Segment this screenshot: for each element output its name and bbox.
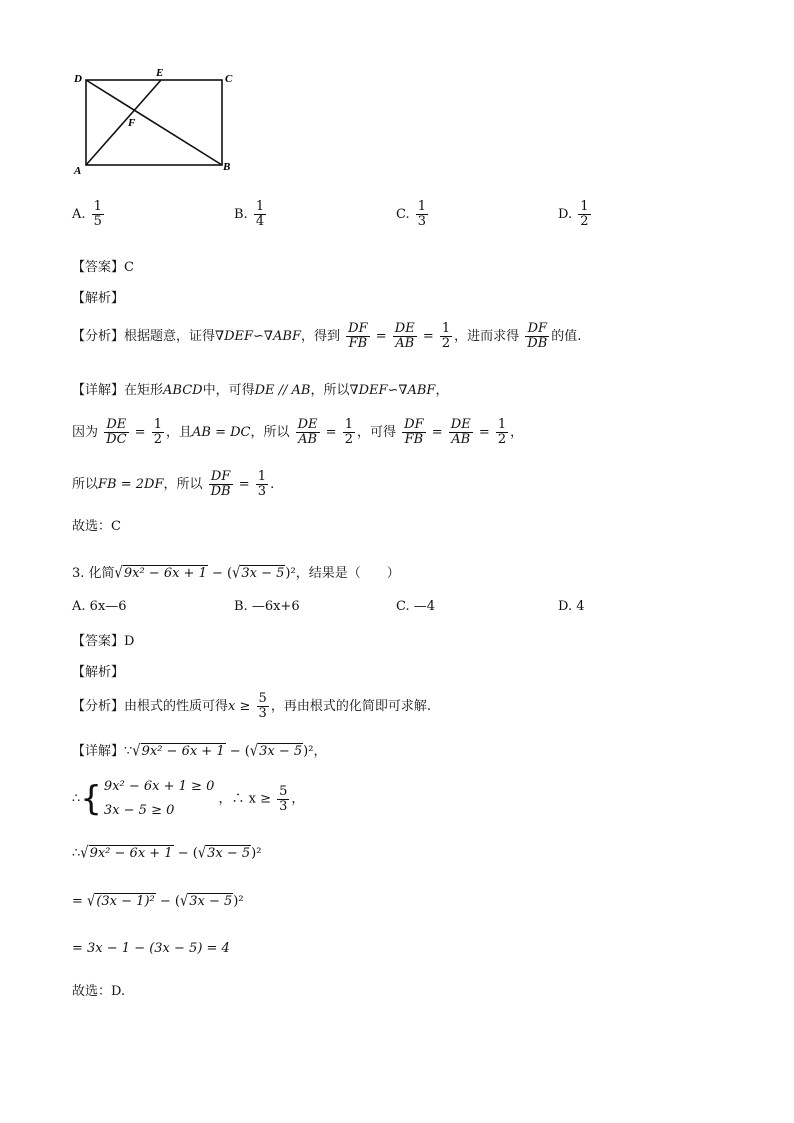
q2-answer <box>72 256 134 275</box>
q3-step-therefore <box>72 845 261 861</box>
frac-one-half-4: $\frac{1}{2}$ <box>497 417 507 447</box>
q2-xj2-text-e: ， <box>510 425 524 440</box>
q3-step-minus-2: − ( <box>155 894 180 909</box>
q3-xj-inner: 3x − 5 <box>259 744 303 759</box>
q2-fenxi-tag: 【分析】 <box>72 329 125 344</box>
q3-step-minus: − ( <box>173 846 198 861</box>
q3-stem-radicand: 9x² − 6x + 1 <box>123 566 207 581</box>
q2-fenxi-text-b: ，得到 <box>300 329 340 344</box>
q3-xj-minus: − ( <box>225 744 250 759</box>
segment-ae <box>86 80 161 165</box>
q2-xj2-text-a: 因为 <box>72 425 99 440</box>
sqrt-sign-4: √ <box>249 742 259 761</box>
q3-fenxi-tag: 【分析】 <box>72 699 125 714</box>
q2-xj1-abcd: ABCD <box>163 383 203 398</box>
q2-xj1-similar: ∇DEF∽∇ABF <box>349 383 436 398</box>
q2-xj1-text-b: 中，可得 <box>202 383 255 398</box>
frac-df-fb: $\frac{DF}{FB}$ <box>348 321 368 351</box>
label-d: D <box>74 73 82 85</box>
q3-stem <box>72 562 400 581</box>
q2-xj3-text-c: . <box>270 477 275 492</box>
q3-system-then: ，∴ x ≥ <box>218 791 271 807</box>
q2-fenxi-similar: ∇DEF∽∇ABF <box>215 329 301 344</box>
q3-analysis-tag: 【解析】 <box>72 665 125 680</box>
q2-xj1-parallel: DE // AB <box>254 383 311 398</box>
label-e: E <box>156 67 164 79</box>
q2-option-d-frac: $\frac{1}{2}$ <box>580 199 589 229</box>
rectangle-figure <box>70 62 250 182</box>
q2-fenxi: 【分析】根据题意，证得∇DEF∽∇ABF，得到 $\frac{DF}{FB}$ = $\frac{DE}{AB}$ = $\frac{1}{2}$ ，进而求得 $\frac{DF}{DB}$ 的值. <box>72 321 582 351</box>
q3-option-b-text: —6x+6 <box>251 599 300 614</box>
q3-step-inner: 3x − 5 <box>207 846 251 861</box>
q2-option-b-frac: $\frac{1}{4}$ <box>255 199 265 229</box>
q3-choose: 故选：D. <box>72 984 126 999</box>
diagonal-db <box>86 80 222 165</box>
q2-option-b-letter: B. <box>234 207 248 222</box>
frac-df-db-2: $\frac{DF}{DB}$ <box>210 469 231 499</box>
q3-step-inner-2: 3x − 5 <box>189 894 233 909</box>
q3-xiangjie-line1 <box>72 740 326 759</box>
q2-xj2-ab-dc: AB = DC <box>192 425 251 440</box>
sqrt-sign-3: √ <box>132 742 141 761</box>
therefore-sign: ∴ <box>72 791 81 807</box>
q2-xj1-text-c: ，所以 <box>310 383 350 398</box>
q3-option-c <box>396 599 435 614</box>
q3-xj-comma: ， <box>313 744 327 759</box>
q2-option-b <box>234 200 268 229</box>
q3-stem-end: )² <box>285 566 296 581</box>
sqrt-sign-6: √ <box>197 844 207 863</box>
q3-xj-radicand: 9x² − 6x + 1 <box>141 744 225 759</box>
frac-df-db: $\frac{DF}{DB}$ <box>527 321 548 351</box>
frac-one-half-2: $\frac{1}{2}$ <box>153 417 162 447</box>
q2-answer-value: C <box>124 260 134 275</box>
q2-choose: 故选：C <box>72 519 121 534</box>
q2-xj2-text-d: ，可得 <box>357 425 397 440</box>
sqrt-sign-8: √ <box>179 892 189 911</box>
frac-df-fb-2: $\frac{DF}{FB}$ <box>404 417 424 447</box>
frac-one-third: $\frac{1}{3}$ <box>257 469 267 499</box>
q3-system-eqs <box>104 775 214 823</box>
q2-xj3-text-a: 所以 <box>72 477 99 492</box>
label-f: F <box>128 117 136 129</box>
q2-xiangjie-line1 <box>72 379 448 398</box>
q2-xj1-text-d: ， <box>435 383 449 398</box>
q3-stem-inner: 3x − 5 <box>241 566 285 581</box>
q2-fenxi-text-d: 的值. <box>551 329 582 344</box>
q3-option-a-text: 6x—6 <box>89 599 127 614</box>
q2-option-c <box>396 200 430 229</box>
q3-fenxi-text-b: ，再由根式的化简即可求解. <box>270 699 431 714</box>
label-c: C <box>225 73 233 85</box>
frac-five-thirds: $\frac{5}{3}$ <box>258 691 267 721</box>
q3-option-a-letter: A. <box>72 599 86 614</box>
left-brace: { <box>80 779 102 819</box>
q3-answer <box>72 630 134 649</box>
q2-xj3-text-b: ，所以 <box>163 477 203 492</box>
sqrt-sign-2: √ <box>232 564 241 583</box>
q3-system-eq2: 3x − 5 ≥ 0 <box>103 803 175 818</box>
q3-xiangjie-tag: 【详解】 <box>72 744 125 759</box>
q2-xiangjie-tag: 【详解】 <box>72 383 125 398</box>
q2-xiangjie-line3: 所以FB = 2DF，所以 $\frac{DF}{DB}$ = $\frac{1}{3}$ . <box>72 469 275 499</box>
q2-option-a-letter: A. <box>72 207 86 222</box>
q3-stem-minus: − ( <box>207 566 233 581</box>
q2-xj1-text-a: 在矩形 <box>124 383 164 398</box>
q3-step-end-2: )² <box>233 894 244 909</box>
frac-one-half: $\frac{1}{2}$ <box>441 321 451 351</box>
frac-de-ab: $\frac{DE}{AB}$ <box>394 321 415 351</box>
q3-option-b <box>234 599 300 614</box>
q2-option-a-frac: $\frac{1}{5}$ <box>93 199 102 229</box>
q3-system <box>72 775 304 823</box>
q2-fenxi-text-c: ，进而求得 <box>454 329 520 344</box>
q3-step-square: (3x − 1)² <box>96 894 155 909</box>
q3-option-c-text: —4 <box>413 599 436 614</box>
q3-option-b-letter: B. <box>234 599 248 614</box>
q2-option-d-letter: D. <box>558 207 573 222</box>
q3-answer-tag: 【答案】 <box>72 634 125 649</box>
q3-system-comma: ， <box>291 791 305 807</box>
q3-option-d-text: 4 <box>576 599 585 614</box>
q2-answer-tag: 【答案】 <box>72 260 125 275</box>
q3-stem-text-b: ，结果是（ ） <box>295 566 400 581</box>
q3-fenxi <box>72 692 431 721</box>
q2-option-c-letter: C. <box>396 207 410 222</box>
q3-fenxi-text-a: 由根式的性质可得 <box>124 699 229 714</box>
q3-system-eq1: 9x² − 6x + 1 ≥ 0 <box>103 779 215 794</box>
label-a: A <box>74 165 82 177</box>
q2-xj2-text-c: ，所以 <box>250 425 290 440</box>
q2-xj3-fb-2df: FB = 2DF <box>98 477 164 492</box>
q3-option-c-letter: C. <box>396 599 410 614</box>
frac-one-half-3: $\frac{1}{2}$ <box>344 417 353 447</box>
q3-step-end: )² <box>251 846 262 861</box>
q3-final: = 3x − 1 − (3x − 5) = 4 <box>72 941 230 956</box>
sqrt-sign-7: √ <box>87 892 96 911</box>
q2-fenxi-text-a: 根据题意，证得 <box>124 329 216 344</box>
q3-option-d-letter: D. <box>558 599 573 614</box>
q3-stem-text-a: 3. 化简 <box>72 566 115 581</box>
q2-xj2-text-b: ，且 <box>165 425 192 440</box>
q3-option-d <box>558 599 585 614</box>
q3-xj-end: )² <box>303 744 314 759</box>
q3-step-eq-sign: = <box>72 894 83 909</box>
q2-xiangjie-line2: 因为 $\frac{DE}{DC}$ = $\frac{1}{2}$ ，且AB = DC，所以 $\frac{DE}{AB}$ = $\frac{1}{2}$ ，可得 $\frac{DF}{FB}$ = $\frac{DE}{AB}$ = $\frac{1}{2}$ ， <box>72 417 524 447</box>
frac-de-dc: $\frac{DE}{DC}$ <box>106 417 127 447</box>
q2-option-a <box>72 200 106 229</box>
q3-step-equal <box>72 893 244 909</box>
therefore-sign-2: ∴ <box>72 846 81 861</box>
q2-option-d <box>558 200 593 229</box>
because-sign: ∵ <box>124 744 133 759</box>
frac-de-ab-2: $\frac{DE}{AB}$ <box>297 417 318 447</box>
label-b: B <box>223 161 231 173</box>
q2-option-c-frac: $\frac{1}{3}$ <box>417 199 427 229</box>
q3-option-a <box>72 599 127 614</box>
sqrt-sign-5: √ <box>80 844 89 863</box>
q3-answer-value: D <box>124 634 135 649</box>
sqrt-sign: √ <box>114 564 123 583</box>
q3-fenxi-x: x ≥ <box>228 699 251 714</box>
frac-de-ab-3: $\frac{DE}{AB}$ <box>450 417 471 447</box>
q2-analysis-tag: 【解析】 <box>72 291 125 306</box>
frac-five-thirds-2: $\frac{5}{3}$ <box>279 783 288 814</box>
q3-step-radicand: 9x² − 6x + 1 <box>89 846 173 861</box>
